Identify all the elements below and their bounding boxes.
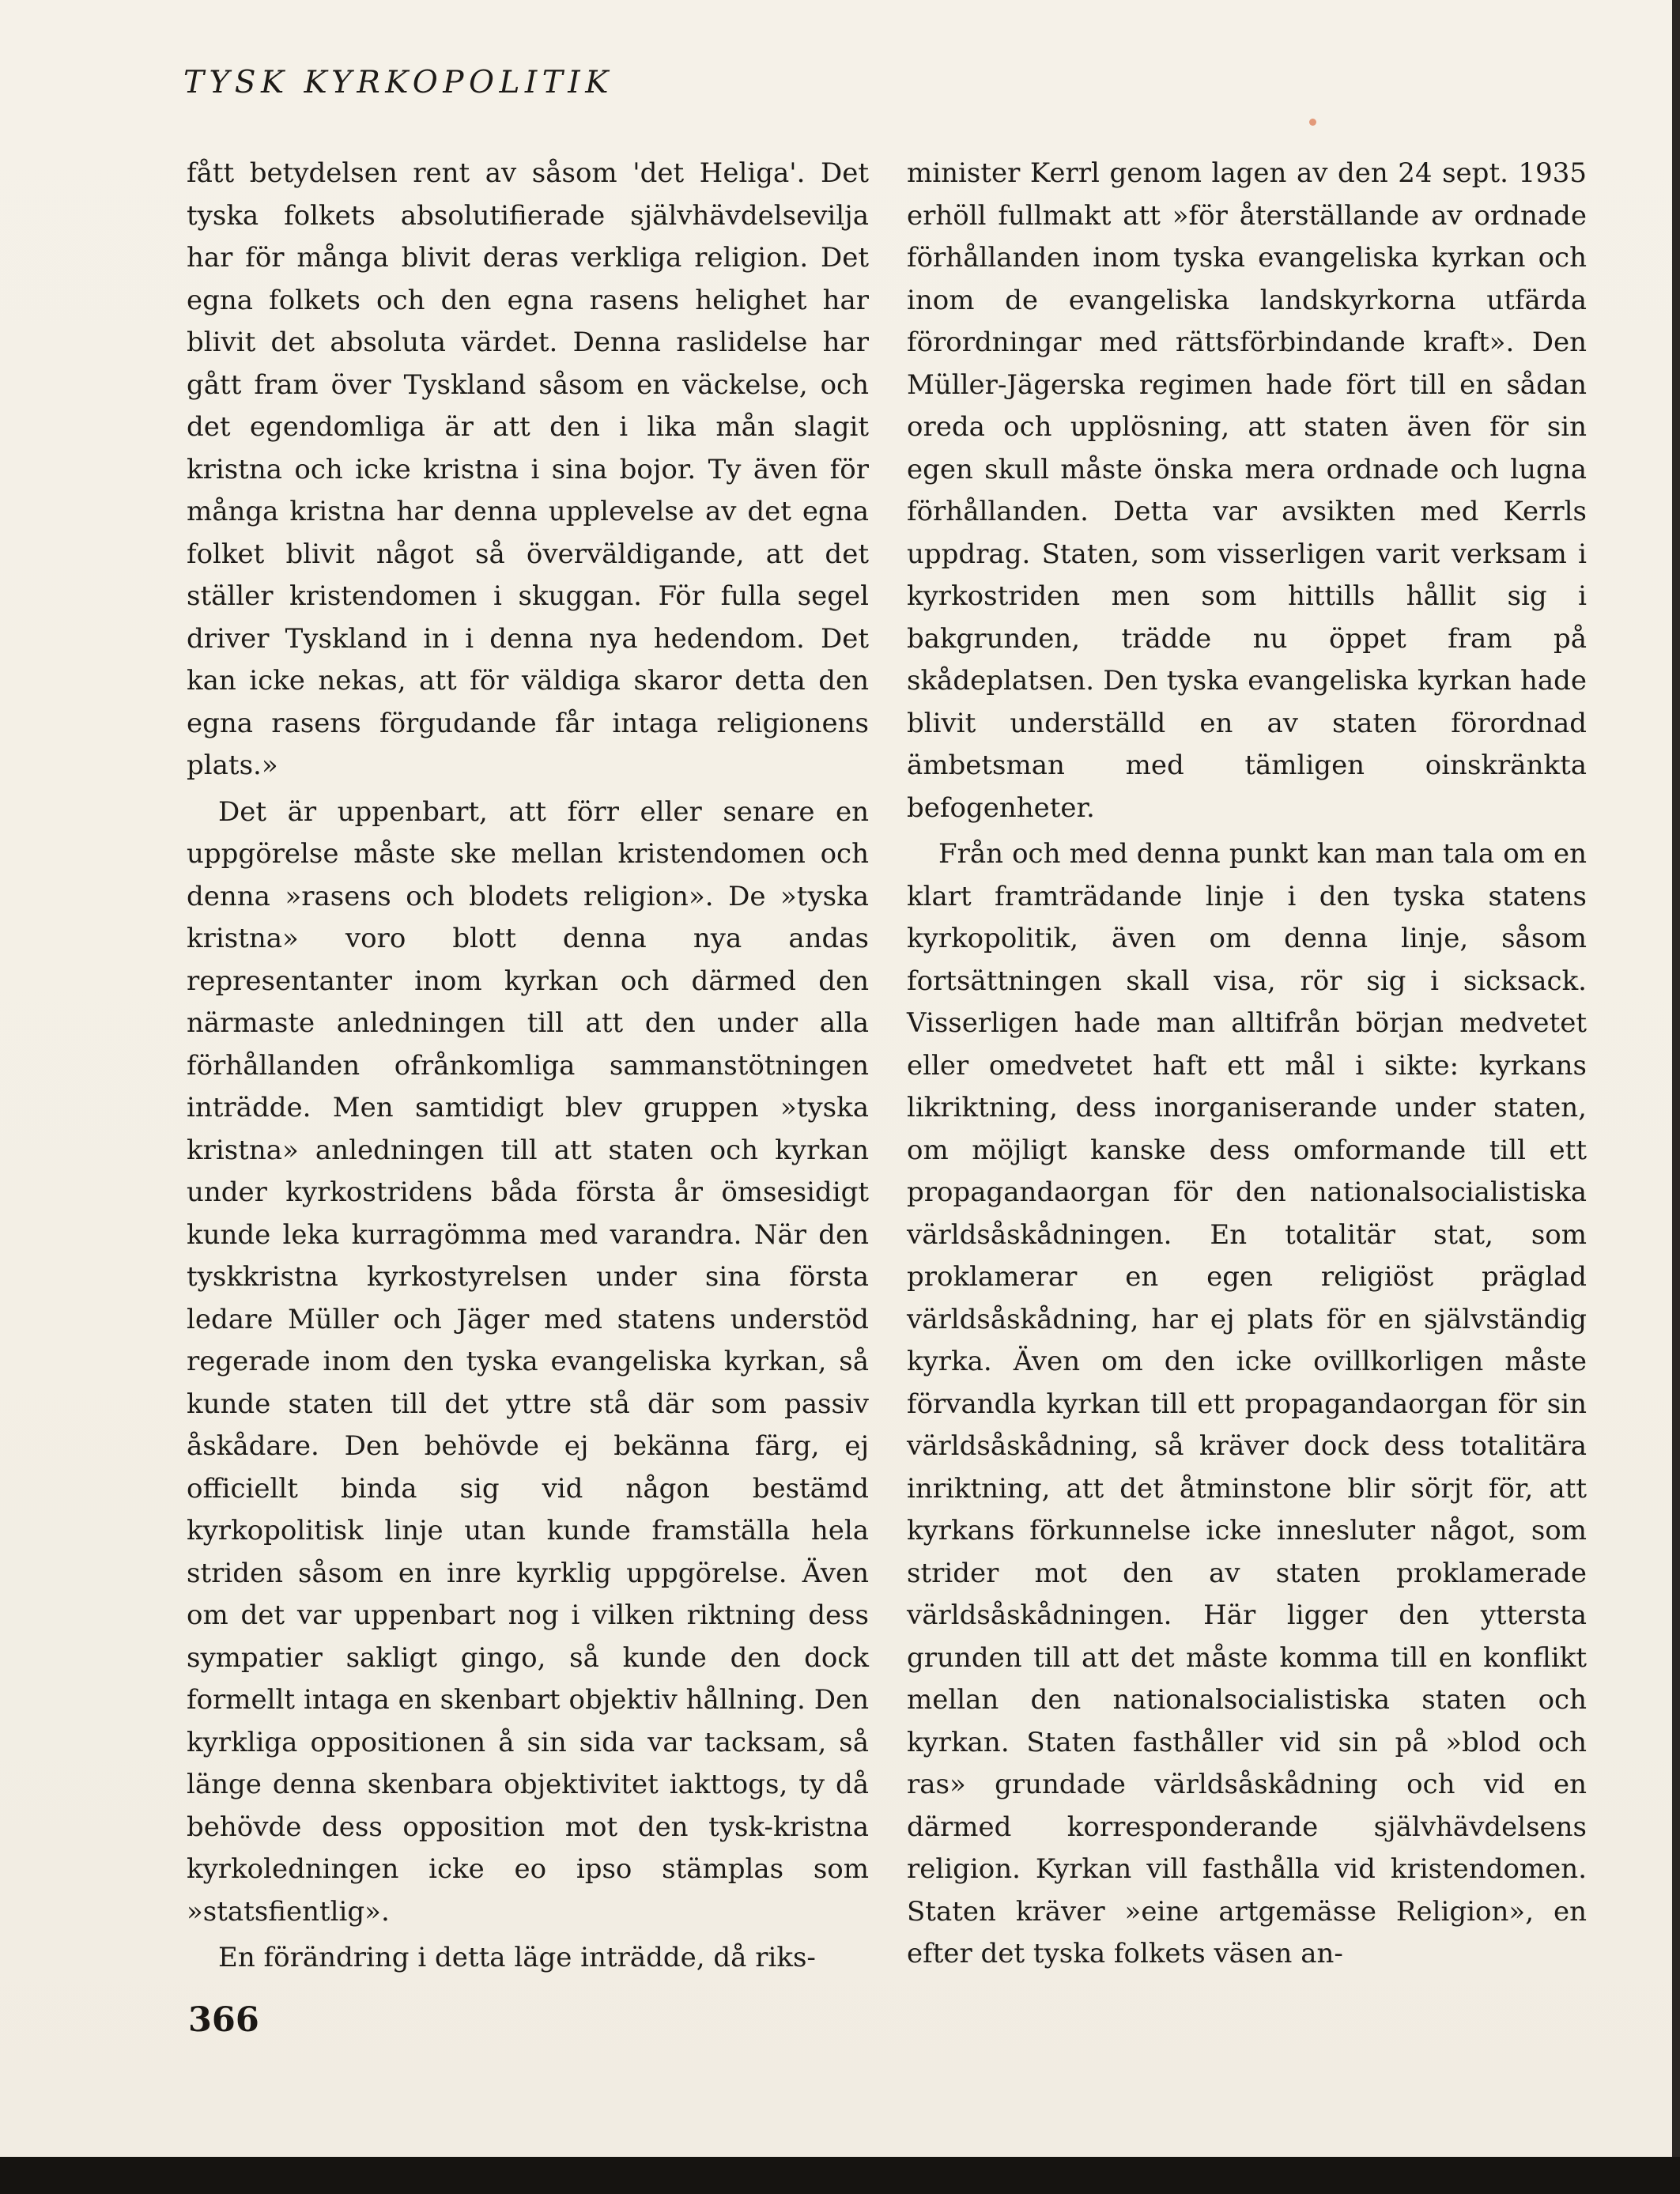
paragraph: Från och med denna punkt kan man tala om en klart framträdande linje i den tyska statens kyrkopolitik, även om denna linje, såsom fortsättningen skall visa, rör sig i sicksack. Visserligen hade man alltifrån början medvetet eller omedvetet haft ett mål i sikte: kyrkans likriktning, dess inorganiserande under staten, om möjligt kanske dess omformande till ett propagandaorgan för den nationalsocialistiska världsåskådningen. En totalitär stat, som proklamerar en egen religiöst präglad världsåskådning, har ej plats för en självständig kyrka. Även om den icke ovillkorligen måste förvandla kyrkan till ett propagandaorgan för sin världsåskådning, så kräver dock dess totalitära inriktning, att det åtminstone blir sörjt för, att kyrkans förkunnelse icke innesluter något, som strider mot den av staten proklamerade världsåskådningen. Här ligger den yttersta grunden till att det måste komma till en konflikt mellan den nationalsocialistiska staten och kyrkan. Staten fasthåller vid sin på »blod och ras» grundade världsåskådning och vid en därmed korresponderande självhävdelsens religion. Kyrkan vill fasthålla vid kristendomen. Staten kräver »eine artgemässe Religion», en efter det tyska folkets väsen an- — [907, 838, 1587, 1969]
right-text-column — [907, 153, 1587, 1976]
page-number: 366 — [188, 2000, 259, 2040]
scan-edge-shadow — [0, 2157, 1680, 2194]
running-head: TYSK KYRKOPOLITIK — [183, 65, 613, 100]
left-text-column — [187, 153, 869, 1980]
paragraph: fått betydelsen rent av såsom 'det Heliga'. Det tyska folkets absolutifierade självhävdelsevilja har för många blivit deras verkliga religion. Det egna folkets och den egna rasens helighet har blivit det absoluta värdet. Denna raslidelse har gått fram över Tyskland såsom en väckelse, och det egendomliga är att den i lika mån slagit kristna och icke kristna i sina bojor. Ty även för många kristna har denna upplevelse av det egna folket blivit något så överväldigande, att det ställer kristendomen i skuggan. För fulla segel driver Tyskland in i denna nya hedendom. Det kan icke nekas, att för väldiga skaror detta den egna rasens förgudande får intaga religionens plats.» — [187, 157, 869, 781]
ink-speck — [1309, 119, 1316, 126]
paragraph: minister Kerrl genom lagen av den 24 sept. 1935 erhöll fullmakt att »för återställande av ordnade förhållanden inom tyska evangeliska kyrkan och inom de evangeliska landskyrkorna utfärda förordningar med rättsförbindande kraft». Den Müller-Jägerska regimen hade fört till en sådan oreda och upplösning, att staten även för sin egen skull måste önska mera ordnade och lugna förhållanden. Detta var avsikten med Kerrls uppdrag. Staten, som visserligen varit verksam i kyrkostriden men som hittills hållit sig i bakgrunden, trädde nu öppet fram på skådeplatsen. Den tyska evangeliska kyrkan hade blivit underställd en av staten förordnad ämbetsman med tämligen oinskränkta befogenheter. — [907, 157, 1587, 824]
paragraph: Det är uppenbart, att förr eller senare en uppgörelse måste ske mellan kristendomen och denna »rasens och blodets religion». De »tyska kristna» voro blott denna nya andas representanter inom kyrkan och därmed den närmaste anledningen till att den under alla förhållanden ofrånkomliga sammanstötningen inträdde. Men samtidigt blev gruppen »tyska kristna» anledningen till att staten och kyrkan under kyrkostridens båda första år ömsesidigt kunde leka kurragömma med varandra. När den tyskkristna kyrkostyrelsen under sina första ledare Müller och Jäger med statens understöd regerade inom den tyska evangeliska kyrkan, så kunde staten till det yttre stå där som passiv åskådare. Den behövde ej bekänna färg, ej officiellt binda sig vid någon bestämd kyrkopolitisk linje utan kunde framställa hela striden såsom en inre kyrklig uppgörelse. Även om det var uppenbart nog i vilken riktning dess sympatier sakligt gingo, så kunde den dock formellt intaga en skenbart objektiv hållning. Den kyrkliga oppositionen å sin sida var tacksam, så länge denna skenbara objektivitet iakttogs, ty då behövde dess opposition mot den tysk-kristna kyrkoledningen icke eo ipso stämplas som »statsfientlig». — [187, 795, 869, 1928]
paragraph: En förändring i detta läge inträdde, då riks- — [218, 1942, 816, 1973]
